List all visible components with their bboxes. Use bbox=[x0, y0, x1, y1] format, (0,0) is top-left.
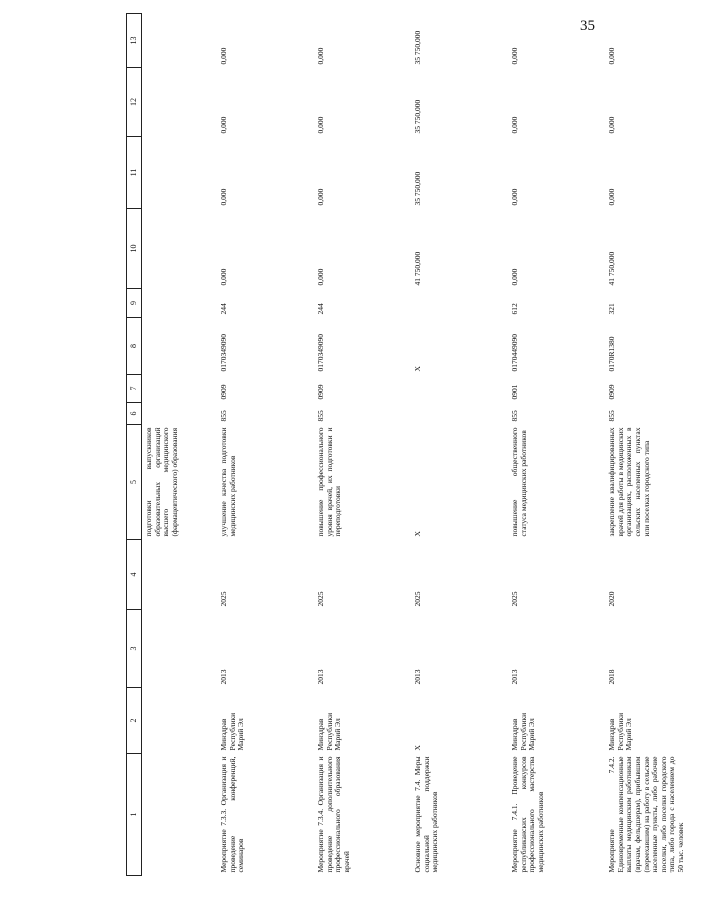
cell-target: 0170449090 bbox=[510, 334, 519, 372]
cell-amount-12: 35 750,000 bbox=[413, 99, 422, 134]
cell-result: подготовки выпускников образовательных организаций высшего медицинского (фармацевтического) образования bbox=[144, 427, 179, 537]
cell-result: повышение профессионального уровня врачей, их подготовки и переподготовки bbox=[316, 427, 343, 537]
cell-amount-11: 0,000 bbox=[607, 188, 616, 206]
cell-start-year: 2013 bbox=[413, 669, 422, 685]
col-header-2: 2 bbox=[127, 688, 142, 754]
cell-executor: Минздрав Республики Марий Эл bbox=[316, 712, 343, 751]
cell-amount-13: 0,000 bbox=[219, 47, 228, 65]
table-row bbox=[508, 14, 605, 876]
cell-amount-10: 0,000 bbox=[510, 268, 519, 286]
cell-amount-10: 0,000 bbox=[316, 268, 325, 286]
cell-amount-13: 0,000 bbox=[607, 47, 616, 65]
cell-event: Мероприятие 7.3.4. Организация и проведение дополнительного профессионального образования врачей bbox=[316, 756, 351, 873]
cell-grbs: 855 bbox=[219, 410, 228, 422]
col-header-3: 3 bbox=[127, 610, 142, 688]
cell-event: Мероприятие 7.3.3. Организация и проведение конференций, семинаров bbox=[219, 756, 246, 873]
cell-amount-11: 35 750,000 bbox=[413, 171, 422, 206]
cell-target: 0170349090 bbox=[219, 334, 228, 372]
cell-executor: Минздрав Республики Марий Эл bbox=[607, 712, 634, 751]
cell-end-year bbox=[142, 540, 218, 610]
cell-start-year: 2013 bbox=[316, 669, 325, 685]
cell-amount-11: 0,000 bbox=[510, 188, 519, 206]
cell-expense-type: 244 bbox=[219, 303, 228, 315]
cell-expense-type bbox=[411, 289, 508, 318]
cell-section bbox=[142, 375, 218, 403]
table-row bbox=[217, 14, 314, 876]
cell-event: Мероприятие 7.4.2. Единовременные компенсационные выплаты медицинским работникам (врачам, фельдшерам), прибывшим (переехавшим) на работу в сельские населенные пункты, либо рабочие поселки, либо поселки городского типа, либо города с населением до 50 тыс. человек bbox=[607, 756, 685, 873]
cell-event bbox=[142, 754, 218, 876]
cell-result: улучшение качества подготовки медицинских работников bbox=[219, 427, 237, 537]
program-table bbox=[126, 13, 702, 876]
cell-end-year: 2025 bbox=[316, 591, 325, 607]
cell-amount-12: 0,000 bbox=[316, 116, 325, 134]
cell-result: повышение общественного статуса медицинских работников bbox=[510, 427, 528, 537]
col-header-4: 4 bbox=[127, 540, 142, 610]
page-number: 35 bbox=[580, 18, 595, 34]
cell-end-year: 2020 bbox=[607, 591, 616, 607]
cell-expense-type: 612 bbox=[510, 303, 519, 315]
cell-amount-11: 0,000 bbox=[316, 188, 325, 206]
col-header-8: 8 bbox=[127, 318, 142, 375]
cell-grbs: 855 bbox=[607, 410, 616, 422]
cell-amount-10 bbox=[142, 209, 218, 289]
cell-target: X bbox=[413, 366, 422, 372]
cell-start-year bbox=[142, 610, 218, 688]
cell-section: 0901 bbox=[510, 384, 519, 400]
cell-end-year: 2025 bbox=[510, 591, 519, 607]
cell-section: 0909 bbox=[607, 384, 616, 400]
cell-expense-type bbox=[142, 289, 218, 318]
cell-target: 0170R1380 bbox=[607, 336, 616, 372]
cell-end-year: 2025 bbox=[219, 591, 228, 607]
cell-grbs bbox=[142, 403, 218, 425]
table-row bbox=[411, 14, 508, 876]
cell-amount-12: 0,000 bbox=[219, 116, 228, 134]
cell-result: закрепление квалифицированных врачей для работы в медицинских организациях, расположенных в сельских населенных пунктах или поселках городского типа bbox=[607, 427, 651, 537]
cell-expense-type: 244 bbox=[316, 303, 325, 315]
cell-amount-12: 0,000 bbox=[607, 116, 616, 134]
cell-result: X bbox=[413, 531, 422, 537]
table-row bbox=[314, 14, 411, 876]
cell-amount-11 bbox=[142, 137, 218, 209]
header-row bbox=[127, 14, 142, 876]
cell-amount-10: 41 750,000 bbox=[413, 251, 422, 286]
rotated-table-area bbox=[126, 14, 685, 876]
cell-amount-10: 0,000 bbox=[219, 268, 228, 286]
cell-end-year: 2025 bbox=[413, 591, 422, 607]
col-header-12: 12 bbox=[127, 68, 142, 137]
col-header-9: 9 bbox=[127, 289, 142, 318]
col-header-13: 13 bbox=[127, 14, 142, 68]
col-header-11: 11 bbox=[127, 137, 142, 209]
cell-start-year: 2013 bbox=[219, 669, 228, 685]
cell-expense-type: 321 bbox=[607, 303, 616, 315]
cell-grbs bbox=[411, 403, 508, 425]
cell-executor: Минздрав Республики Марий Эл bbox=[510, 712, 537, 751]
col-header-1: 1 bbox=[127, 754, 142, 876]
cell-amount-13: 0,000 bbox=[510, 47, 519, 65]
cell-target: 0170349090 bbox=[316, 334, 325, 372]
col-header-6: 6 bbox=[127, 403, 142, 425]
cell-amount-12 bbox=[142, 68, 218, 137]
cell-amount-10: 41 750,000 bbox=[607, 251, 616, 286]
cell-amount-13: 35 750,000 bbox=[413, 30, 422, 65]
cell-amount-12: 0,000 bbox=[510, 116, 519, 134]
cell-target bbox=[142, 318, 218, 375]
cell-start-year: 2013 bbox=[510, 669, 519, 685]
cell-section: 0909 bbox=[219, 384, 228, 400]
table-row bbox=[142, 14, 218, 876]
cell-amount-13: 0,000 bbox=[316, 47, 325, 65]
cell-amount-11: 0,000 bbox=[219, 188, 228, 206]
cell-executor bbox=[142, 688, 218, 754]
col-header-7: 7 bbox=[127, 375, 142, 403]
cell-section: 0909 bbox=[316, 384, 325, 400]
cell-event: Мероприятие 7.4.1. Проведение республиканских конкурсов профессионального мастерства медицинских работников bbox=[510, 756, 545, 873]
col-header-10: 10 bbox=[127, 209, 142, 289]
cell-executor: X bbox=[413, 745, 422, 751]
cell-executor: Минздрав Республики Марий Эл bbox=[219, 712, 246, 751]
cell-event: Основное мероприятие 7.4. Меры социальной поддержки медицинских работников bbox=[413, 756, 440, 873]
cell-grbs: 855 bbox=[316, 410, 325, 422]
col-header-5: 5 bbox=[127, 425, 142, 540]
cell-section bbox=[411, 375, 508, 403]
cell-grbs: 855 bbox=[510, 410, 519, 422]
table-row bbox=[605, 14, 702, 876]
cell-amount-13 bbox=[142, 14, 218, 68]
cell-start-year: 2018 bbox=[607, 669, 616, 685]
